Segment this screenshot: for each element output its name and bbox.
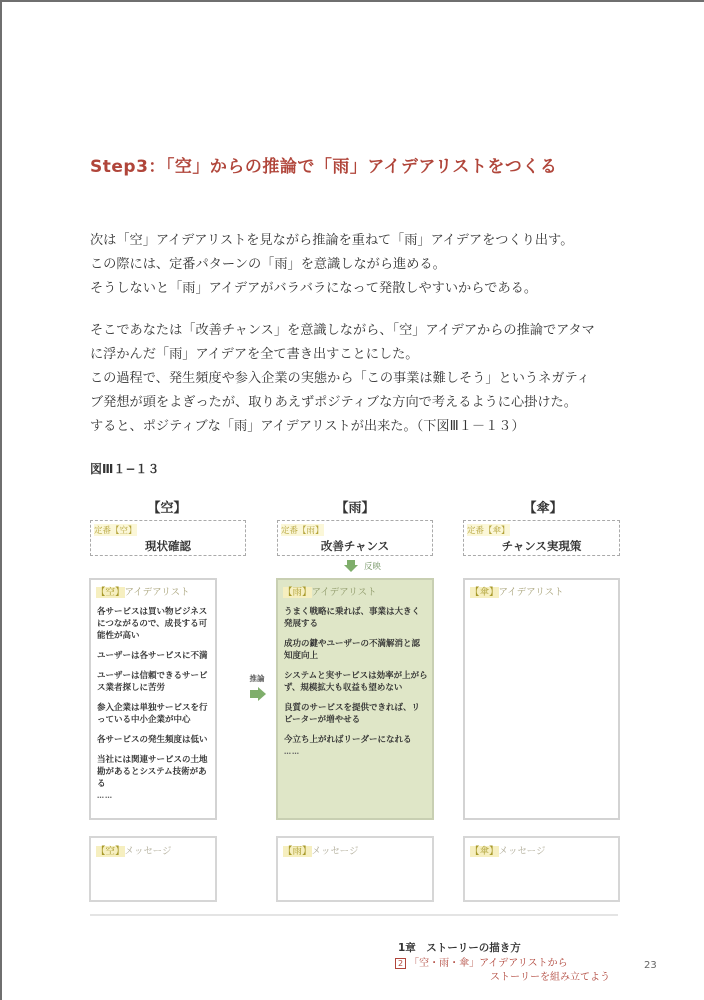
idea-items (284, 606, 428, 758)
list-item: ユーザーは信頼できるサービス業者探しに苦労 (97, 671, 208, 693)
footer-chapter: 1章 ストーリーの描き方 (398, 942, 521, 954)
list-title: 【傘】アイデアリスト (470, 587, 564, 598)
definition-tag: 定番【雨】 (281, 526, 324, 536)
list-item: 当社には関連サービスの土地勘があるとシステム技術がある (97, 755, 208, 789)
list-item: 今立ち上がればリーダーになれる (284, 735, 412, 745)
definition-tag: 定番【傘】 (467, 526, 510, 536)
inference-indicator (248, 673, 266, 701)
list-title: 【空】アイデアリスト (96, 587, 190, 598)
paragraph-line: に浮かんだ「雨」アイデアを全て書き出すことにした。 (90, 347, 419, 362)
list-item: 成功の鍵やユーザーの不満解消と認知度向上 (284, 639, 421, 661)
footer-divider (90, 914, 618, 916)
paragraph-line: 次は「空」アイデアリストを見ながら推論を重ねて「雨」アイデアをつくり出す。 (90, 233, 574, 248)
footer-section (395, 957, 610, 985)
idea-list-umbrella (463, 578, 620, 820)
figure-label: 図Ⅲ１−１３ (90, 462, 160, 476)
page-number: 23 (644, 960, 657, 971)
message-title: 【傘】メッセージ (470, 846, 546, 857)
paragraph-line: そこであなたは「改善チャンス」を意識しながら、「空」アイデアからの推論でアタマ (90, 323, 595, 338)
message-title: 【空】メッセージ (96, 846, 172, 857)
message-box-sky (89, 836, 217, 902)
list-item: ユーザーは各サービスに不満 (97, 651, 208, 661)
section-line-1: 「空・雨・傘」アイデアリストから (409, 958, 568, 969)
idea-list-sky (89, 578, 217, 820)
paragraph-line: すると、ポジティブな「雨」アイデアリストが出来た。（下図Ⅲ１－１３） (90, 419, 525, 434)
page-border (0, 0, 704, 2)
definition-text: 改善チャンス (320, 539, 390, 553)
arrow-down-icon (344, 560, 358, 572)
paragraph-line: ブ発想が頭をよぎったが、取りあえずポジティブな方向で考えるように心掛けた。 (90, 395, 577, 410)
definition-box-sky (90, 520, 246, 556)
message-box-umbrella (463, 836, 620, 902)
paragraph-line: この過程で、発生頻度や参入企業の実態から「この事業は難しそう」というネガティ (90, 371, 590, 386)
definition-text: 現状確認 (145, 539, 191, 553)
definition-tag: 定番【空】 (94, 526, 137, 536)
column-header-umbrella: 【傘】 (523, 501, 563, 516)
paragraph-1 (90, 229, 573, 301)
section-number-badge: 2 (395, 958, 406, 969)
column-header-rain: 【雨】 (335, 501, 375, 516)
section-title: Step3：「空」からの推論で「雨」アイデアリストをつくる (90, 157, 558, 177)
definition-text: チャンス実現策 (501, 539, 582, 553)
reflect-indicator (344, 560, 381, 572)
idea-items (97, 606, 211, 802)
list-more: …… (284, 748, 300, 756)
definition-box-rain (277, 520, 433, 556)
definition-box-umbrella (463, 520, 620, 556)
paragraph-line: そうしないと「雨」アイデアがバラバラになって発散しやすいからである。 (90, 281, 538, 296)
page-border (0, 0, 2, 1000)
list-title: 【雨】アイデアリスト (283, 587, 377, 598)
message-box-rain (276, 836, 434, 902)
paragraph-line: この際には、定番パターンの「雨」を意識しながら進める。 (90, 257, 446, 272)
list-item: うまく戦略に乗れば、事業は大きく発展する (284, 607, 421, 629)
list-item: 各サービスは買い物ビジネスにつながるので、成長する可能性が高い (97, 607, 208, 641)
list-item: 各サービスの発生頻度は低い (97, 735, 208, 745)
paragraph-2 (90, 319, 595, 439)
idea-list-rain (276, 578, 434, 820)
section-line-2: ストーリーを組み立てよう (490, 972, 610, 983)
column-header-sky: 【空】 (147, 501, 187, 516)
message-title: 【雨】メッセージ (283, 846, 359, 857)
list-item: 良質のサービスを提供できれば、リピーターが増やせる (284, 703, 421, 725)
arrow-right-icon (250, 687, 266, 701)
list-more: …… (97, 792, 113, 800)
inference-label: 推論 (249, 674, 265, 683)
list-item: システムと実サービスは効率が上がらず、規模拡大も収益も望めない (284, 671, 428, 693)
reflect-label: 反映 (364, 562, 382, 572)
list-item: 参入企業は単独サービスを行っている中小企業が中心 (97, 703, 208, 725)
